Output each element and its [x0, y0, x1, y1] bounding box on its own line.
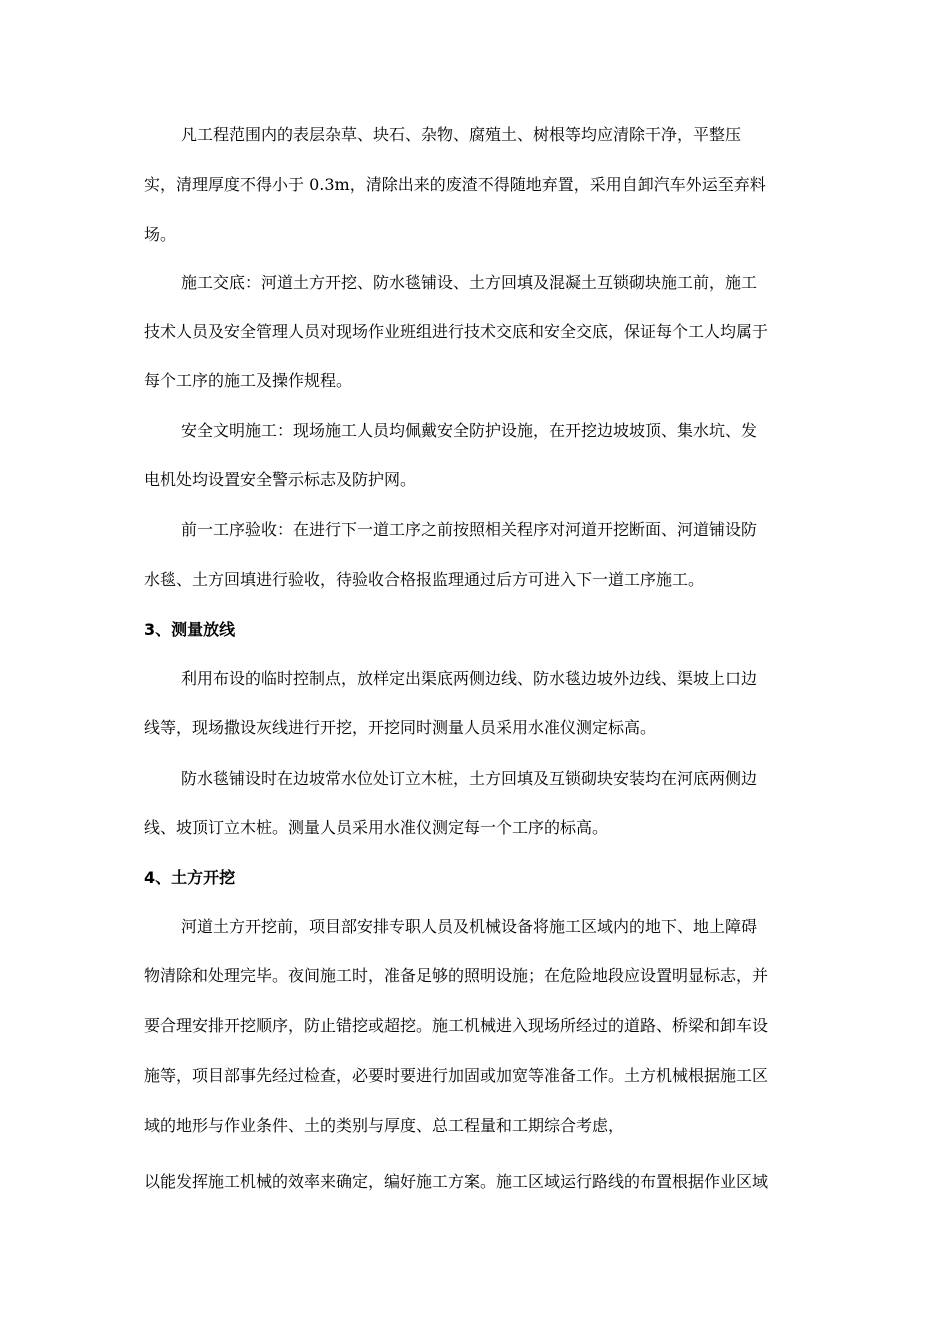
paragraph-line: 电机处均设置安全警示标志及防护网。 [144, 470, 417, 489]
paragraph-line: 以能发挥施工机械的效率来确定，编好施工方案。施工区域运行路线的布置根据作业区域 [144, 1172, 769, 1191]
paragraph-line: 每个工序的施工及操作规程。 [144, 371, 353, 390]
paragraph-line: 凡工程范围内的表层杂草、块石、杂物、腐殖土、树根等均应清除干净，平整压 [181, 125, 742, 144]
paragraph-line: 防水毯铺设时在边坡常水位处订立木桩，土方回填及互锁砌块安装均在河底两侧边 [181, 769, 758, 788]
section-heading: 3、测量放线 [144, 620, 236, 639]
paragraph-line: 安全文明施工：现场施工人员均佩戴安全防护设施，在开挖边坡坡顶、集水坑、发 [181, 421, 758, 440]
paragraph-line: 线等，现场撒设灰线进行开挖，开挖同时测量人员采用水准仪测定标高。 [144, 718, 657, 737]
paragraph-line: 水毯、土方回填进行验收，待验收合格报监理通过后方可进入下一道工序施工。 [144, 570, 705, 589]
paragraph-line: 利用布设的临时控制点，放样定出渠底两侧边线、防水毯边坡外边线、渠坡上口边 [181, 669, 758, 688]
paragraph-line: 线、坡顶订立木桩。测量人员采用水准仪测定每一个工序的标高。 [144, 818, 609, 837]
paragraph-line: 施工交底：河道土方开挖、防水毯铺设、土方回填及混凝土互锁砌块施工前，施工 [181, 273, 758, 292]
paragraph-line: 物清除和处理完毕。夜间施工时，准备足够的照明设施；在危险地段应设置明显标志，并 [144, 966, 769, 985]
paragraph-line: 施等，项目部事先经过检查，必要时要进行加固或加宽等准备工作。土方机械根据施工区 [144, 1066, 769, 1085]
paragraph-line: 技术人员及安全管理人员对现场作业班组进行技术交底和安全交底，保证每个工人均属于 [144, 322, 769, 341]
paragraph-line: 实，清理厚度不得小于 0.3m，清除出来的废渣不得随地弃置，采用自卸汽车外运至弃料 [144, 175, 766, 194]
section-heading: 4、土方开挖 [144, 868, 236, 887]
paragraph-line: 要合理安排开挖顺序，防止错挖或超挖。施工机械进入现场所经过的道路、桥梁和卸车设 [144, 1016, 769, 1035]
paragraph-line: 河道土方开挖前，项目部安排专职人员及机械设备将施工区域内的地下、地上障碍 [181, 917, 758, 936]
paragraph-line: 前一工序验收：在进行下一道工序之前按照相关程序对河道开挖断面、河道铺设防 [181, 520, 758, 539]
paragraph-line: 域的地形与作业条件、土的类别与厚度、总工程量和工期综合考虑， [144, 1116, 625, 1135]
paragraph-line: 场。 [144, 225, 177, 244]
